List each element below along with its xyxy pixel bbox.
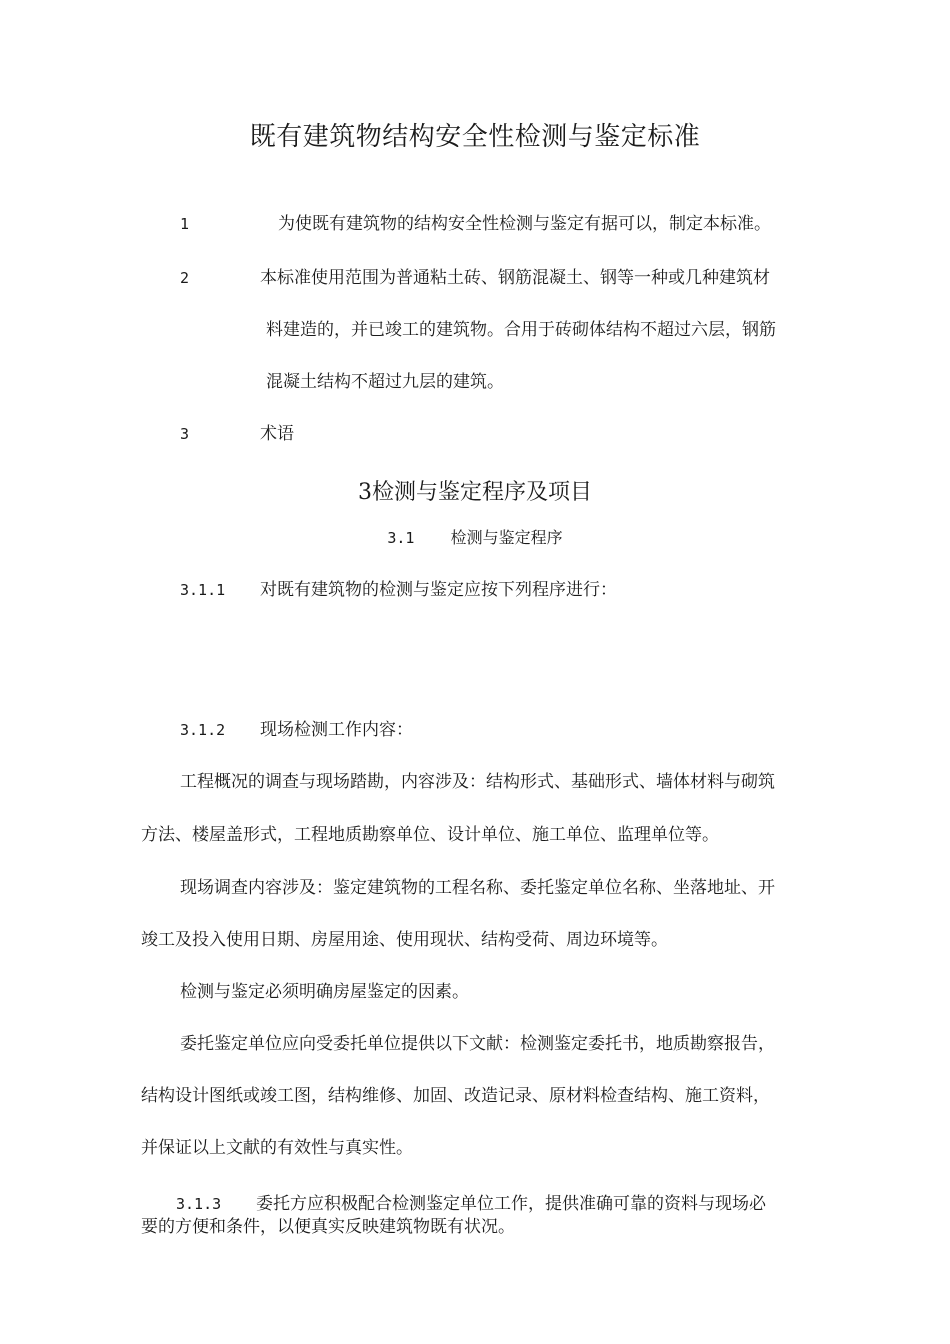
item-text-line: 混凝土结构不超过九层的建筑。 bbox=[266, 372, 504, 392]
paragraph-line: 竣工及投入使用日期、房屋用途、使用现状、结构受荷、周边环境等。 bbox=[141, 930, 668, 950]
item-number: 2 bbox=[180, 269, 190, 287]
paragraph-line: 委托鉴定单位应向受委托单位提供以下文献：检测鉴定委托书，地质勘察报告， bbox=[180, 1034, 775, 1054]
item-text: 术语 bbox=[260, 424, 294, 444]
paragraph-line: 结构设计图纸或竣工图，结构维修、加固、改造记录、原材料检查结构、施工资料， bbox=[141, 1086, 770, 1106]
clause-text-line: 要的方便和条件，以便真实反映建筑物既有状况。 bbox=[141, 1217, 515, 1237]
clause-text: 现场检测工作内容： bbox=[260, 720, 413, 740]
section-heading: 3检测与鉴定程序及项目 bbox=[358, 480, 592, 505]
paragraph-line: 现场调查内容涉及：鉴定建筑物的工程名称、委托鉴定单位名称、坐落地址、开 bbox=[180, 878, 775, 898]
clause-number: 3.1.2 bbox=[180, 721, 226, 739]
clause-text-line: 委托方应积极配合检测鉴定单位工作，提供准确可靠的资料与现场必 bbox=[256, 1194, 766, 1214]
subsection-number: 3.1 bbox=[387, 529, 415, 547]
paragraph-line: 并保证以上文献的有效性与真实性。 bbox=[141, 1138, 413, 1158]
item-text: 为使既有建筑物的结构安全性检测与鉴定有据可以，制定本标准。 bbox=[278, 214, 771, 234]
clause-number: 3.1.3 bbox=[176, 1195, 222, 1213]
paragraph-line: 方法、楼屋盖形式，工程地质勘察单位、设计单位、施工单位、监理单位等。 bbox=[141, 825, 719, 845]
paragraph-line: 工程概况的调查与现场踏勘，内容涉及：结构形式、基础形式、墙体材料与砌筑 bbox=[180, 772, 775, 792]
item-number: 1 bbox=[180, 215, 190, 233]
item-text-line: 本标准使用范围为普通粘土砖、钢筋混凝土、钢等一种或几种建筑材 bbox=[260, 268, 770, 288]
item-number: 3 bbox=[180, 425, 190, 443]
subsection-title: 检测与鉴定程序 bbox=[450, 528, 563, 547]
document-title: 既有建筑物结构安全性检测与鉴定标准 bbox=[249, 122, 701, 152]
clause-text: 对既有建筑物的检测与鉴定应按下列程序进行： bbox=[260, 580, 617, 600]
clause-number: 3.1.1 bbox=[180, 581, 226, 599]
subsection-heading bbox=[0, 525, 950, 550]
item-text-line: 料建造的，并已竣工的建筑物。合用于砖砌体结构不超过六层，钢筋 bbox=[266, 320, 776, 340]
paragraph: 检测与鉴定必须明确房屋鉴定的因素。 bbox=[180, 982, 469, 1002]
